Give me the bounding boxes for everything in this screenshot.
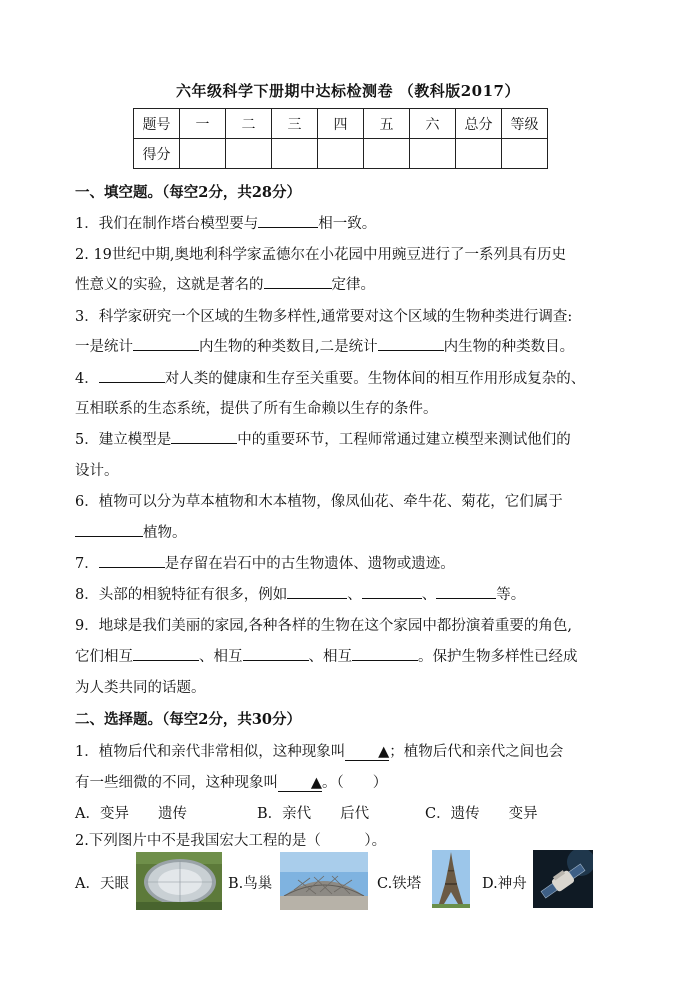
question-text: 相一致。 <box>318 216 377 232</box>
question-text: 8．头部的相貌特征有很多，例如 <box>75 587 288 603</box>
score-cell[interactable] <box>226 139 272 169</box>
question-2-line1: 2. 19世纪中期,奥地利科学家孟德尔在小花园中用豌豆进行了一系列具有历史 <box>75 247 567 263</box>
score-cell[interactable] <box>364 139 410 169</box>
question-6-line1: 6．植物可以分为草本植物和木本植物，像凤仙花、牵牛花、菊花，它们属于 <box>75 494 563 510</box>
question-text: 等。 <box>496 587 526 603</box>
question-6-line2 <box>75 521 187 542</box>
question-text: 4． <box>75 371 99 387</box>
answer-blank[interactable] <box>287 583 347 599</box>
question-2-line2 <box>75 273 375 294</box>
score-header-cell: 一 <box>180 109 226 139</box>
score-header-cell: 四 <box>318 109 364 139</box>
triangle-blank[interactable]: ▲ <box>345 744 389 761</box>
question-text: 植物。 <box>143 525 187 541</box>
question-9-line1: 9．地球是我们美丽的家园,各种各样的生物在这个家园中都扮演着重要的角色, <box>75 618 572 634</box>
score-cell[interactable] <box>456 139 502 169</box>
option-d-label[interactable]: D.神舟 <box>482 876 527 892</box>
answer-blank[interactable] <box>378 335 444 351</box>
option-b-label[interactable]: B.鸟巢 <box>228 876 273 892</box>
mc-question-1-line2 <box>75 771 387 792</box>
option-c[interactable]: C．遗传 变异 <box>425 806 538 822</box>
score-header-cell: 六 <box>410 109 456 139</box>
question-text: 5．建立模型是 <box>75 432 172 448</box>
answer-blank[interactable] <box>243 645 309 661</box>
score-table-score-row <box>134 139 548 169</box>
option-c-label[interactable]: C.铁塔 <box>377 876 422 892</box>
mc-question-2: 2.下列图片中不是我国宏大工程的是（ ）。 <box>75 833 387 849</box>
mc-question-1-line1 <box>75 740 563 761</box>
option-a[interactable]: A．变异 遗传 <box>75 806 187 822</box>
option-b[interactable]: B．亲代 后代 <box>257 806 370 822</box>
question-1 <box>75 212 376 233</box>
question-text: 内生物的种类数目。 <box>443 339 575 355</box>
question-8 <box>75 583 525 604</box>
question-3-line1: 3．科学家研究一个区域的生物多样性,通常要对这个区域的生物种类进行调查: <box>75 309 573 325</box>
question-text: 7． <box>75 556 99 572</box>
question-text: 对人类的健康和生存至关重要。生物体间的相互作用形成复杂的、 <box>164 371 586 387</box>
score-cell[interactable] <box>272 139 318 169</box>
score-header-cell: 三 <box>272 109 318 139</box>
separator: 、 <box>347 587 362 603</box>
score-header-cell: 题号 <box>134 109 180 139</box>
question-text: 是存留在岩石中的古生物遗体、遗物或遗迹。 <box>164 556 455 572</box>
answer-blank[interactable] <box>171 428 237 444</box>
question-text: 、相互 <box>199 649 243 665</box>
question-3-line2 <box>75 335 574 356</box>
answer-blank[interactable] <box>133 335 199 351</box>
score-table <box>133 108 548 169</box>
separator: 、 <box>421 587 437 603</box>
section2-heading: 二、选择题。（每空2分，共30分） <box>75 711 302 728</box>
question-text: 。保护生物多样性已经成 <box>418 649 578 665</box>
question-text: ；植物后代和亲代之间也会 <box>389 744 564 760</box>
birds-nest-stadium-photo <box>280 852 368 910</box>
question-5-line2: 设计。 <box>75 463 119 479</box>
score-cell[interactable] <box>180 139 226 169</box>
answer-blank[interactable] <box>99 552 165 568</box>
question-7 <box>75 552 455 573</box>
score-header-cell: 二 <box>226 109 272 139</box>
answer-blank[interactable] <box>362 583 422 599</box>
answer-blank[interactable] <box>436 583 496 599</box>
page-title: 六年级科学下册期中达标检测卷 （教科版2017） <box>176 82 520 100</box>
score-cell[interactable] <box>410 139 456 169</box>
question-9-line2 <box>75 645 578 666</box>
question-text: 有一些细微的不同，这种现象叫 <box>75 775 278 791</box>
question-9-line3: 为人类共同的话题。 <box>75 680 206 696</box>
score-header-cell: 五 <box>364 109 410 139</box>
eiffel-tower-photo <box>432 850 470 908</box>
score-cell[interactable] <box>318 139 364 169</box>
question-text: 定律。 <box>331 277 375 293</box>
question-text: 。（ ） <box>322 775 388 791</box>
score-cell[interactable] <box>502 139 548 169</box>
question-text: 1．植物后代和亲代非常相似，这种现象叫 <box>75 744 346 760</box>
answer-blank[interactable] <box>75 521 143 537</box>
answer-blank[interactable] <box>258 212 318 228</box>
mc-question-1-options <box>75 802 538 823</box>
triangle-blank[interactable]: ▲ <box>278 775 322 792</box>
question-text: 性意义的实验，这就是著名的 <box>75 277 264 293</box>
shenzhou-spacecraft-photo <box>533 850 593 908</box>
question-text: 一是统计 <box>75 339 133 355</box>
answer-blank[interactable] <box>99 367 165 383</box>
option-a-label[interactable]: A．天眼 <box>75 876 129 892</box>
question-text: 内生物的种类数目,二是统计 <box>199 339 378 355</box>
answer-blank[interactable] <box>133 645 199 661</box>
tianyan-telescope-photo <box>136 852 222 910</box>
answer-blank[interactable] <box>352 645 418 661</box>
score-table-header-row <box>134 109 548 139</box>
section1-heading: 一、填空题。（每空2分，共28分） <box>75 184 302 201</box>
score-row-label: 得分 <box>134 139 180 169</box>
question-text: 1．我们在制作塔台模型要与 <box>75 216 259 232</box>
question-5-line1 <box>75 428 571 449</box>
question-text: 、相互 <box>308 649 352 665</box>
question-4-line1 <box>75 367 585 388</box>
question-text: 它们相互 <box>75 649 133 665</box>
score-header-cell: 等级 <box>502 109 548 139</box>
question-4-line2: 互相联系的生态系统，提供了所有生命赖以生存的条件。 <box>75 401 438 417</box>
score-header-cell: 总分 <box>456 109 502 139</box>
answer-blank[interactable] <box>264 273 332 289</box>
question-text: 中的重要环节，工程师常通过建立模型来测试他们的 <box>237 432 571 448</box>
